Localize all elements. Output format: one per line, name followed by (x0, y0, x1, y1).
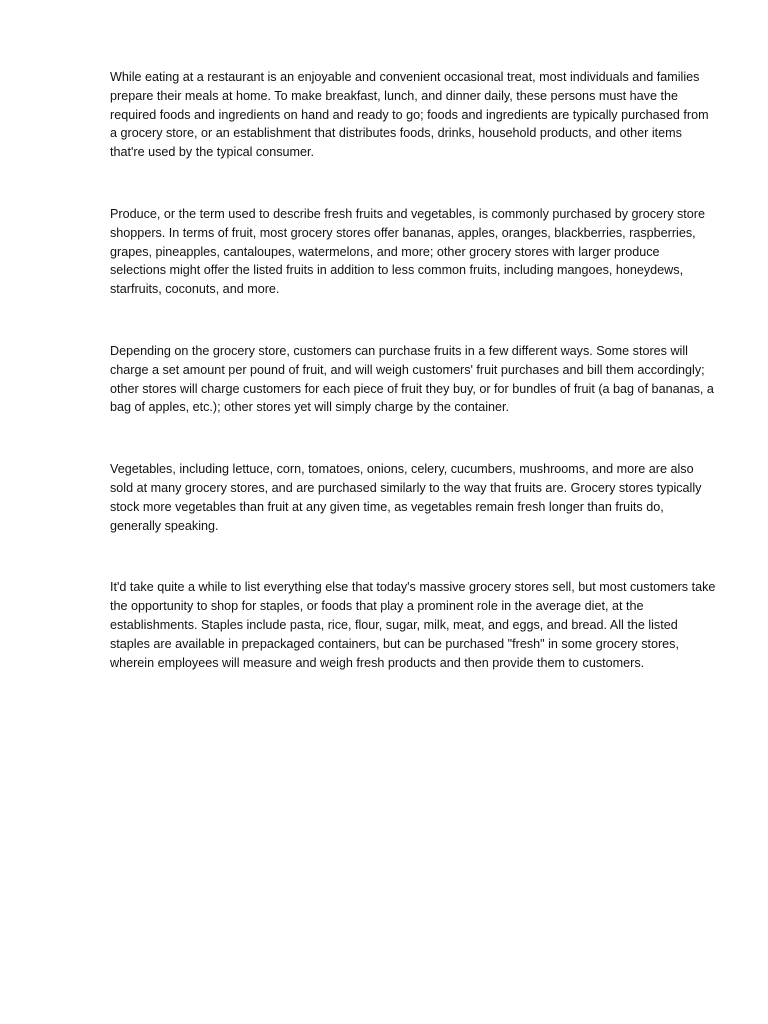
paragraph-vegetables: Vegetables, including lettuce, corn, tomatoes, onions, celery, cucumbers, mushrooms, and more are also sold at many grocery stores, and are purchased similarly to the way that fruits are. Grocery stores typically stock more vegetables than fruit at any given time, as vegetables remain fresh longer than fruits do, generally speaking. (110, 462, 702, 533)
document-body (110, 68, 716, 715)
paragraph-fruit-purchasing: Depending on the grocery store, customers can purchase fruits in a few different ways. Some stores will charge a set amount per pound of fruit, and will weigh customers' fruit purchases and bill them accordingly; other stores will charge customers for each piece of fruit they buy, or for bundles of fruit (a bag of bananas, a bag of apples, etc.); other stores yet will simply charge by the container. (110, 343, 714, 415)
paragraph-intro: While eating at a restaurant is an enjoyable and convenient occasional treat, most individuals and families prepare their meals at home. To make breakfast, lunch, and dinner daily, these persons must have the required foods and ingredients on hand and ready to go; foods and ingredients are typically purchased from a grocery store, or an establishment that distributes foods, drinks, household products, and other items that're used by the typical consumer. (110, 70, 709, 160)
paragraph-produce: Produce, or the term used to describe fresh fruits and vegetables, is commonly purchased by grocery store shoppers. In terms of fruit, most grocery stores offer bananas, apples, oranges, blackberries, raspberries, grapes, pineapples, cantaloupes, watermelons, and more; other grocery stores with larger produce selections might offer the listed fruits in addition to less common fruits, including mangoes, honeydews, starfruits, coconuts, and more. (110, 206, 705, 297)
paragraph-staples: It'd take quite a while to list everything else that today's massive grocery stores sell, but most customers take the opportunity to shop for staples, or foods that play a prominent role in the average diet, at the establishments. Staples include pasta, rice, flour, sugar, milk, meat, and eggs, and bread. All the listed staples are available in prepackaged containers, but can be purchased "fresh" in some grocery stores, wherein employees will measure and weigh fresh products and then provide them to customers. (110, 580, 716, 670)
